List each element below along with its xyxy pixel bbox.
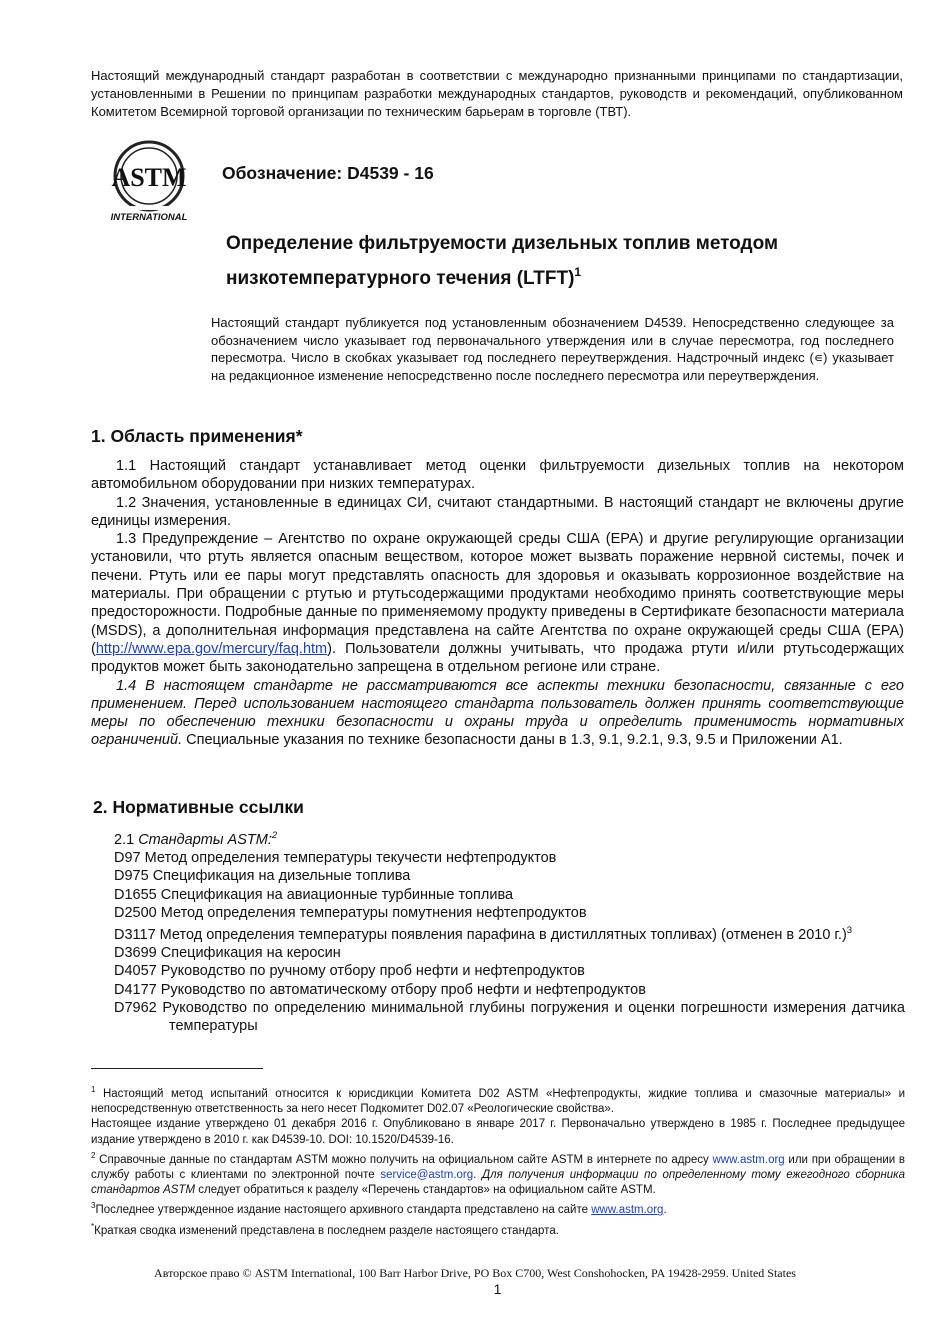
footnote-1: $^1$ Настоящий метод испытаний относится к юрисдикции Комитета D02 ASTM «Нефтепродукты, жидкие топлива и смазочные материалы» и непосредственную ответственность за него несет Подкомитет D02.07 «Реологические свойства». (91, 1085, 905, 1116)
ref-item: D1655 Спецификация на авиационные турбинные топлива (114, 886, 514, 903)
ref-item-d3117: D3117 Метод определения температуры появления парафина в дистиллятных топливах) (отменен в 2010 г.)$^3$ (114, 925, 853, 944)
footnote-divider (91, 1068, 263, 1069)
logo-top-text: ASTM (111, 163, 187, 192)
ref-item: D97 Метод определения температуры текучести нефтепродуктов (114, 850, 557, 867)
page-number: 1 (493, 1281, 502, 1297)
title-footnote-mark[interactable]: 1 (574, 265, 582, 279)
document-title (226, 229, 906, 293)
ref-item: D4057 Руководство по ручному отбору проб нефти и нефтепродуктов (114, 963, 585, 980)
paragraph-1-4: 1.4 В настоящем стандарте не рассматриваются все аспекты техники безопасности, связанные с его применением. Перед использованием настоящего стандарта пользователь должен принять соответствующие меры по обеспечению техники безопасности и охраны труда и определить применимость нормативных ограничений. Специальные указания по технике безопасности даны в 1.3, 9.1, 9.2.1, 9.3, 9.5 и Приложении A1. (91, 677, 904, 749)
ref-item: D3699 Спецификация на керосин (114, 945, 341, 962)
astm-site-link[interactable]: www.astm.org (712, 1153, 785, 1166)
footnote-3: $^3$Последнее утвержденное издание настоящего архивного стандарта представлено на сайте www.astm.org. (91, 1201, 667, 1217)
epa-link[interactable]: http://www.epa.gov/mercury/faq.htm (95, 640, 328, 657)
service-email-link[interactable]: service@astm.org (380, 1169, 474, 1182)
copyright-line: Авторское право © ASTM International, 100 Barr Harbor Drive, PO Box C700, West Conshohocken, PA 19428-2959. United States (154, 1266, 796, 1280)
footnote-2: $^2$ Справочные данные по стандартам ASTM можно получить на официальном сайте ASTM в интернете по адресу www.astm.org или при обращении в службу работы с клиентами по электронной почте service@astm.org. Для получения информации по определенному тому ежегодного сборника стандартов ASTM следует обратиться к разделу «Перечень стандартов» на официальном сайте ASTM. (91, 1150, 906, 1197)
section-1-heading: 1. Область применения* (91, 426, 303, 446)
section-1-body (91, 457, 904, 750)
title-text: Определение фильтруемости дизельных топлив методом низкотемпературного течения (LTFT) (226, 233, 779, 289)
paragraph-1-3: 1.3 Предупреждение – Агентство по охране окружающей среды США (EPA) и другие регулирующие организации установили, что ртуть является опасным веществом, которое может вызвать поражение нервной системы, почек и печени. Ртуть или ее пары могут представлять опасность для здоровья и оказывать коррозионное воздействие на материалы. При обращении с ртутью и ртутьсодержащими продуктами необходимо принять соответствующие меры предосторожности. Подробные данные по применяемому продукту приведены в Сертификате безопасности материала (MSDS), а дополнительная информация представлена на сайте Агентства по охране окружающей среды США (EPA) (http://www.epa.gov/mercury/faq.htm). Пользователи должны учитывать, что продажа ртути и/или ртутьсодержащих продуктов может быть законодательно запрещена в отдельном регионе или стране. (91, 531, 904, 676)
paragraph-1-2: 1.2 Значения, установленные в единицах СИ, считают стандартными. В настоящий стандарт не включены другие единицы измерения. (91, 494, 904, 529)
astm-logo (101, 140, 197, 224)
intro-paragraph: Настоящий международный стандарт разработан в соответствии с международно признанными принципами по стандартизации, установленными в Решении по принципам разработки международных стандартов, руководств и рекомендаций, опубликованном Комитетом Всемирной торговой организации по техническим барьерам в торговле (ТВТ). (91, 68, 903, 119)
paragraph-1-1: 1.1 Настоящий стандарт устанавливает метод оценки фильтруемости дизельных топлив на некотором автомобильном оборудовании при низких температурах. (91, 458, 904, 493)
astm-archive-link[interactable]: www.astm.org (591, 1204, 664, 1217)
footnote-1-edition: Настоящее издание утверждено 01 декабря 2016 г. Опубликовано в январе 2017 г. Первоначально утверждено в 1985 г. Последнее предыдущее издание утверждено в 2010 г. как D4539-10. DOI: 10.1520/D4539-16. (91, 1118, 905, 1146)
subsection-2-1: 2.1 Стандарты ASTM:$^2$ (114, 830, 278, 848)
section-2-heading: 2. Нормативные ссылки (93, 797, 304, 817)
footnotes (91, 1082, 905, 1239)
references-list (114, 827, 905, 1035)
ref-item: D4177 Руководство по автоматическому отбору проб нефти и нефтепродуктов (114, 981, 646, 998)
ref-item: D975 Спецификация на дизельные топлива (114, 868, 411, 885)
logo-bottom-text: INTERNATIONAL (110, 212, 188, 223)
ref-item: D2500 Метод определения температуры помутнения нефтепродуктов (114, 904, 587, 921)
ref-item-d7962: D7962 Руководство по определению минимальной глубины погружения и оценки погрешности измерения датчика температуры (114, 999, 905, 1035)
designation: Обозначение: D4539 - 16 (222, 163, 434, 183)
footnote-summary: *Краткая сводка изменений представлена в последнем разделе настоящего стандарта. (91, 1221, 559, 1237)
publication-note: Настоящий стандарт публикуется под установленным обозначением D4539. Непосредственно следующее за обозначением число указывает год первоначального утверждения или в случае пересмотра, год последнего пересмотра. Число в скобках указывает год последнего переутверждения. Надстрочный индекс (∊) указывает на редакционное изменение непосредственно после последнего пересмотра или переутверждения. (211, 315, 894, 383)
